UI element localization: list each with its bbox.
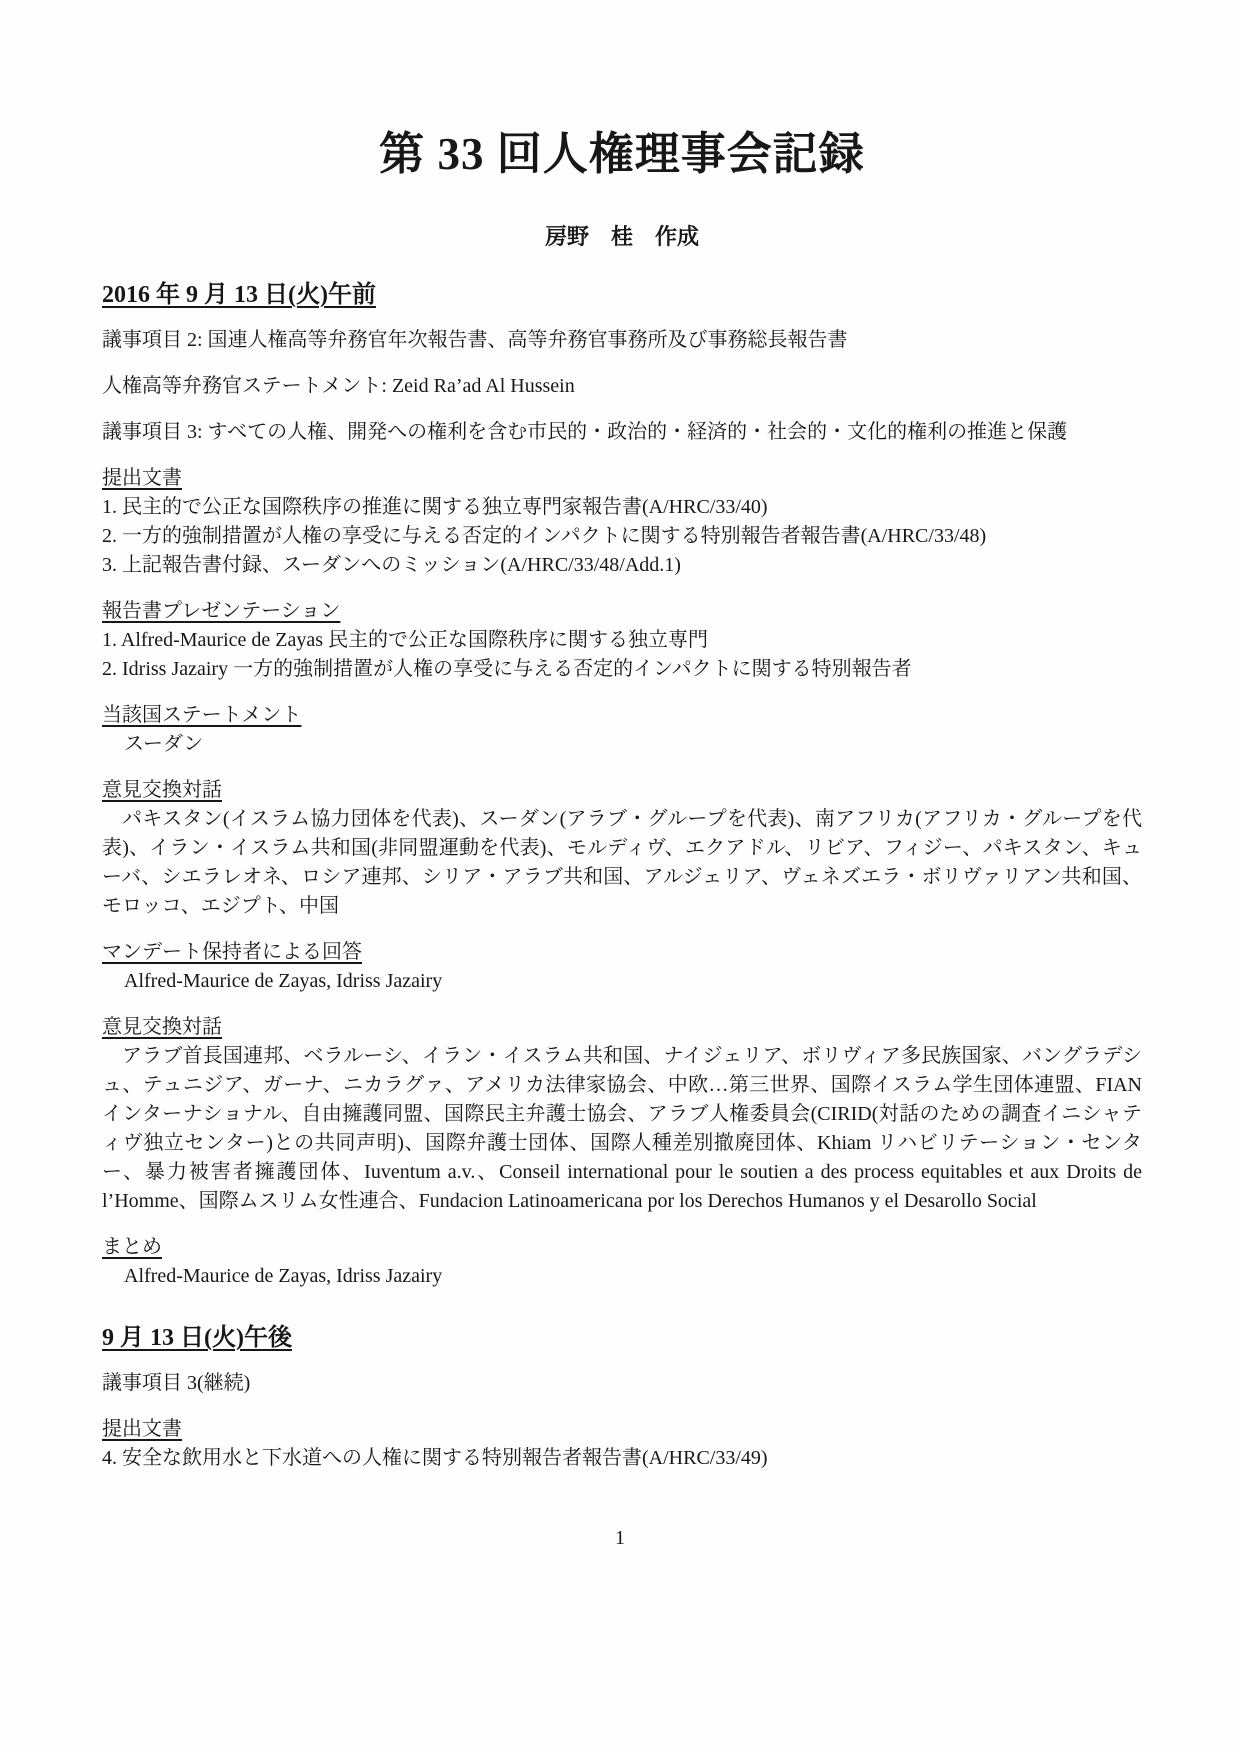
high-commissioner-statement: 人権高等弁務官ステートメント: Zeid Ra’ad Al Hussein <box>102 375 575 397</box>
agenda-item-3-continued: 議事項目 3(継続) <box>102 1372 251 1394</box>
concerned-country-statement-section <box>102 701 1142 759</box>
report-presentations-label: 報告書プレゼンテーション <box>102 600 341 622</box>
summary-label-line <box>102 1233 1142 1262</box>
afternoon-submitted-documents-label: 提出文書 <box>102 1418 182 1440</box>
agenda-item-2: 議事項目 2: 国連人権高等弁務官年次報告書、高等弁務官事務所及び事務総長報告書 <box>102 329 848 351</box>
report-presentation-item: 2. Idriss Jazairy 一方的強制措置が人権の享受に与える否定的インパクトに関する特別報告者 <box>102 658 912 680</box>
submitted-document-item: 1. 民主的で公正な国際秩序の推進に関する独立専門家報告書(A/HRC/33/40) <box>102 496 768 518</box>
morning-submitted-documents-section <box>102 464 1142 580</box>
summary-names: Alfred-Maurice de Zayas, Idriss Jazairy <box>124 1265 443 1287</box>
author-line: 房野 桂 作成 <box>544 224 699 249</box>
mandate-holder-replies-section <box>102 938 1142 996</box>
submitted-documents-label-line <box>102 464 1142 493</box>
document-title: 第 33 回人権理事会記録 <box>379 129 865 179</box>
agenda-item-3: 議事項目 3: すべての人権、開発への権利を含む市民的・政治的・経済的・社会的・文化的権利の推進と保護 <box>102 421 1068 443</box>
mandate-holder-replies-label-line <box>102 938 1142 967</box>
summary-section <box>102 1233 1142 1291</box>
interactive-dialogue-1-label: 意見交換対話 <box>102 779 222 801</box>
concerned-country-value: スーダン <box>124 733 204 755</box>
mandate-holder-names: Alfred-Maurice de Zayas, Idriss Jazairy <box>124 970 443 992</box>
interactive-dialogue-2-label: 意見交換対話 <box>102 1016 222 1038</box>
afternoon-session-heading-text: 9 月 13 日(火)午後 <box>102 1325 292 1351</box>
report-presentations-section <box>102 597 1142 684</box>
submitted-documents-label: 提出文書 <box>102 467 182 489</box>
summary-label: まとめ <box>102 1236 162 1258</box>
submitted-document-item: 3. 上記報告書付録、スーダンへのミッション(A/HRC/33/48/Add.1) <box>102 554 681 576</box>
report-presentation-item: 1. Alfred-Maurice de Zayas 民主的で公正な国際秩序に関する独立専門 <box>102 629 709 651</box>
submitted-document-item: 2. 一方的強制措置が人権の享受に与える否定的インパクトに関する特別報告者報告書(A/HRC/33/48) <box>102 525 987 547</box>
report-presentations-label-line <box>102 597 1142 626</box>
interactive-dialogue-2-section <box>102 1013 1142 1216</box>
afternoon-submitted-documents-label-line <box>102 1415 1142 1444</box>
concerned-country-label: 当該国ステートメント <box>102 704 302 726</box>
interactive-dialogue-2-label-line <box>102 1013 1142 1042</box>
afternoon-session-heading <box>102 1321 1142 1355</box>
interactive-dialogue-1-participants: パキスタン(イスラム協力団体を代表)、スーダン(アラブ・グループを代表)、南アフリカ(アフリカ・グループを代表)、イラン・イスラム共和国(非同盟運動を代表)、モルディヴ、エクアドル、リビア、フィジー、パキスタン、キューバ、シエラレオネ、ロシア連邦、シリア・アラブ共和国、アルジェリア、ヴェネズエラ・ボリヴァリアン共和国、モロッコ、エジプト、中国 <box>102 808 1142 917</box>
interactive-dialogue-2-participants: アラブ首長国連邦、ベラルーシ、イラン・イスラム共和国、ナイジェリア、ボリヴィア多民族国家、バングラデシュ、テュニジア、ガーナ、ニカラグァ、アメリカ法律家協会、中欧…第三世界、国際イスラム学生団体連盟、FIAN インターナショナル、自由擁護同盟、国際民主弁護士協会、アラブ人権委員会(CIRID(対話のための調査イニシャティヴ独立センター)との共同声明)、国際弁護士団体、国際人種差別撤廃団体、Khiam リハビリテーション・センター、暴力被害者擁護団体、Iuventum a.v.、Conseil international pour le soutien a des process equitables et aux Droits de l’Homme、国際ムスリム女性連合、Fundacion Latinoamericana por los Derechos Humanos y el Desarollo Social <box>102 1045 1142 1212</box>
interactive-dialogue-1-section <box>102 776 1142 921</box>
morning-session-heading <box>102 278 1142 312</box>
interactive-dialogue-1-label-line <box>102 776 1142 805</box>
mandate-holder-replies-label: マンデート保持者による回答 <box>102 941 362 963</box>
afternoon-submitted-documents-section <box>102 1415 1142 1473</box>
concerned-country-label-line <box>102 701 1142 730</box>
submitted-document-item: 4. 安全な飲用水と下水道への人権に関する特別報告者報告書(A/HRC/33/49) <box>102 1447 768 1469</box>
morning-session-heading-text: 2016 年 9 月 13 日(火)午前 <box>102 282 376 308</box>
page-number: 1 <box>615 1527 625 1549</box>
